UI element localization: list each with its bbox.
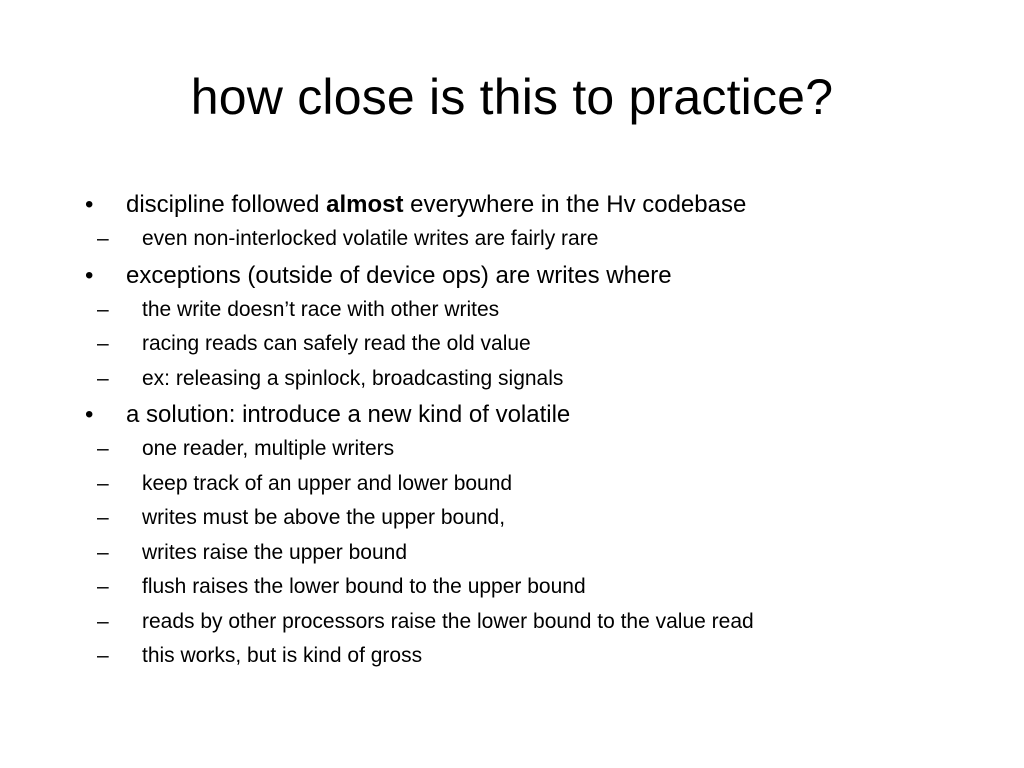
bullet-text-part: discipline followed (126, 191, 327, 218)
bullet-text-part: everywhere in the Hv codebase (403, 191, 747, 218)
sub-bullet-marker: – (97, 227, 109, 250)
bullet-marker: • (85, 191, 94, 218)
sub-bullet-marker: – (97, 471, 109, 495)
sub-bullet-text: even non-interlocked volatile writes are fairly rare (142, 227, 599, 250)
bullet-text-emphasis: almost (326, 191, 404, 218)
sub-bullet-marker: – (97, 297, 109, 321)
sub-bullet-item (97, 467, 985, 502)
sub-list-container (85, 293, 985, 397)
sub-bullet-item (97, 222, 985, 257)
sub-bullet-text: racing reads can safely read the old value (142, 332, 531, 355)
sub-bullet-text: writes raise the upper bound (142, 540, 407, 564)
sub-list-container (85, 432, 985, 674)
sub-bullet-item (97, 362, 985, 397)
sub-bullet-text: ex: releasing a spinlock, broadcasting signals (142, 366, 564, 390)
sub-bullet-list (85, 293, 985, 397)
sub-bullet-marker: – (97, 575, 109, 598)
sub-bullet-marker: – (97, 644, 109, 667)
slide-title: how close is this to practice? (190, 69, 834, 125)
bullet-list (85, 188, 985, 676)
sub-bullet-list (85, 432, 985, 674)
sub-bullet-marker: – (97, 332, 109, 355)
bullet-marker: • (85, 401, 94, 428)
sub-bullet-item (97, 570, 985, 605)
sub-bullet-item (97, 639, 985, 674)
sub-bullet-item (97, 536, 985, 571)
sub-bullet-text: writes must be above the upper bound, (142, 506, 506, 529)
bullet-text: exceptions (outside of device ops) are writes where (126, 261, 672, 289)
bullet-text: a solution: introduce a new kind of volatile (126, 401, 571, 428)
sub-bullet-marker: – (97, 506, 109, 529)
sub-bullet-item (97, 605, 985, 640)
bullet-item (85, 259, 985, 293)
sub-bullet-list (85, 222, 985, 257)
sub-bullet-item (97, 501, 985, 536)
bullet-item (85, 398, 985, 432)
sub-bullet-marker: – (97, 540, 109, 564)
bullet-text (126, 191, 746, 218)
sub-bullet-text: the write doesn’t race with other writes (142, 297, 500, 321)
bullet-marker: • (85, 261, 94, 289)
sub-bullet-marker: – (97, 366, 109, 390)
sub-list-container (85, 222, 985, 257)
sub-bullet-item (97, 327, 985, 362)
sub-bullet-marker: – (97, 437, 109, 460)
sub-bullet-item (97, 293, 985, 328)
sub-bullet-text: keep track of an upper and lower bound (142, 471, 513, 495)
sub-bullet-text: reads by other processors raise the lower bound to the value read (142, 609, 754, 633)
sub-bullet-marker: – (97, 609, 109, 633)
sub-bullet-item (97, 432, 985, 467)
bullet-item (85, 188, 985, 222)
sub-bullet-text: one reader, multiple writers (142, 437, 395, 460)
sub-bullet-text: this works, but is kind of gross (142, 644, 423, 667)
sub-bullet-text: flush raises the lower bound to the upper bound (142, 575, 586, 598)
